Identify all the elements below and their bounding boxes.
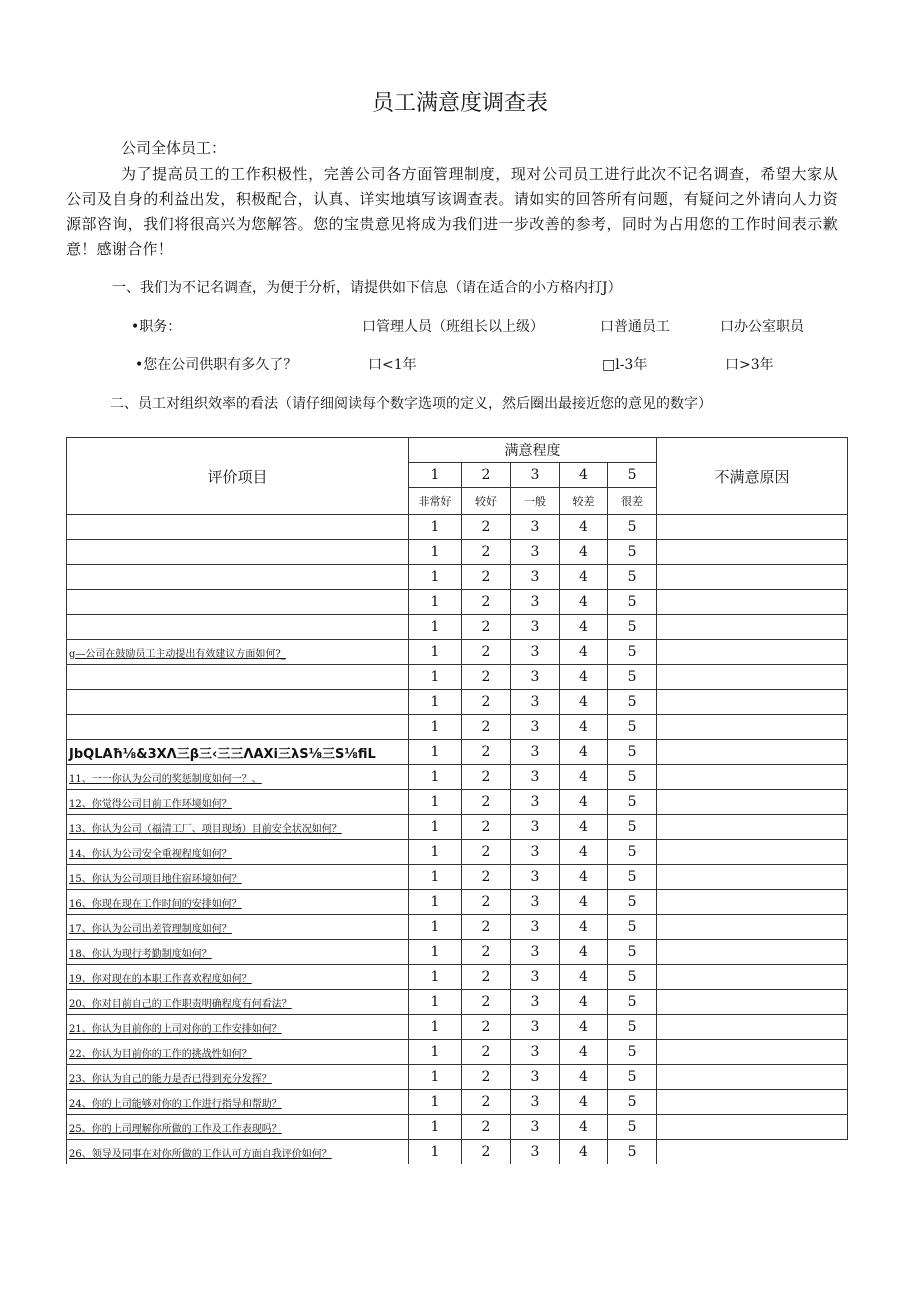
reason-cell[interactable] bbox=[657, 515, 848, 540]
rating-option-5[interactable]: 5 bbox=[608, 640, 657, 665]
satisfaction-header: 满意程度 bbox=[409, 438, 657, 463]
rating-option-5[interactable]: 5 bbox=[608, 1140, 657, 1165]
rating-option-2[interactable]: 2 bbox=[462, 1115, 511, 1140]
position-option-manager[interactable]: 口管理人员（班组长以上级） bbox=[362, 319, 544, 335]
rating-option-4[interactable]: 4 bbox=[560, 1040, 608, 1065]
rating-option-4[interactable]: 4 bbox=[560, 840, 608, 865]
reason-cell[interactable] bbox=[657, 1065, 848, 1090]
page-title: 员工满意度调查表 bbox=[371, 91, 548, 116]
rating-option-2[interactable]: 2 bbox=[462, 1090, 511, 1115]
rating-option-2[interactable]: 2 bbox=[462, 865, 511, 890]
rating-option-4[interactable]: 4 bbox=[560, 665, 608, 690]
scale-label-2: 较好 bbox=[462, 488, 511, 515]
rating-option-1[interactable]: 1 bbox=[409, 990, 462, 1015]
rating-option-2[interactable]: 2 bbox=[462, 890, 511, 915]
table-row bbox=[67, 790, 848, 815]
row-item-label bbox=[67, 690, 409, 715]
reason-cell[interactable] bbox=[657, 915, 848, 940]
rating-option-1[interactable]: 1 bbox=[409, 965, 462, 990]
rating-option-4[interactable]: 4 bbox=[560, 565, 608, 590]
reason-cell[interactable] bbox=[657, 565, 848, 590]
rating-option-5[interactable]: 5 bbox=[608, 665, 657, 690]
rating-option-1[interactable]: 1 bbox=[409, 890, 462, 915]
reason-cell[interactable] bbox=[657, 590, 848, 615]
reason-cell[interactable] bbox=[657, 640, 848, 665]
rating-option-5[interactable]: 5 bbox=[608, 765, 657, 790]
scale-1: 1 bbox=[409, 463, 462, 488]
rating-option-3[interactable]: 3 bbox=[511, 1140, 560, 1165]
rating-option-4[interactable]: 4 bbox=[560, 515, 608, 540]
rating-option-5[interactable]: 5 bbox=[608, 815, 657, 840]
rating-option-4[interactable]: 4 bbox=[560, 1115, 608, 1140]
intro-paragraph: 为了提高员工的工作积极性，完善公司各方面管理制度，现对公司员工进行此次不记名调查，希望大家从公司及自身的利益出发，积极配合，认真、详实地填写该调查表。请如实的回答所有问题，有疑问之外请向人力资源部咨询，我们将很高兴为您解答。您的宝贵意见将成为我们进一步改善的参考，同时为占用您的工作时间表示歉意！感谢合作！ bbox=[66, 165, 838, 258]
table-row bbox=[67, 765, 848, 790]
rating-option-2[interactable]: 2 bbox=[462, 665, 511, 690]
reason-cell[interactable] bbox=[657, 840, 848, 865]
rating-option-1[interactable]: 1 bbox=[409, 715, 462, 740]
reason-cell[interactable] bbox=[657, 765, 848, 790]
rating-option-3[interactable]: 3 bbox=[511, 1090, 560, 1115]
scale-label-3: 一般 bbox=[511, 488, 560, 515]
rating-option-1[interactable]: 1 bbox=[409, 765, 462, 790]
rating-option-3[interactable]: 3 bbox=[511, 790, 560, 815]
rating-option-5[interactable]: 5 bbox=[608, 915, 657, 940]
table-row bbox=[67, 840, 848, 865]
row-item-label: 13、你认为公司（福清工厂、项目现场）目前安全状况如何？ bbox=[67, 815, 409, 840]
position-label: •职务： bbox=[131, 319, 182, 335]
rating-option-1[interactable]: 1 bbox=[409, 515, 462, 540]
row-item-label: 26、领导及同事在对你所做的工作认可方面自我评价如何？ bbox=[67, 1140, 409, 1165]
table-row bbox=[67, 690, 848, 715]
rating-option-3[interactable]: 3 bbox=[511, 740, 560, 765]
table-row bbox=[67, 890, 848, 915]
rating-option-4[interactable]: 4 bbox=[560, 990, 608, 1015]
rating-option-3[interactable]: 3 bbox=[511, 590, 560, 615]
scale-5: 5 bbox=[608, 463, 657, 488]
table-row bbox=[67, 815, 848, 840]
reason-cell[interactable] bbox=[657, 990, 848, 1015]
reason-cell[interactable] bbox=[657, 965, 848, 990]
row-item-label: JbQLAħ⅛&3XΛ三β三‹三三ΛAXi三λS⅛三S⅛fiL bbox=[67, 740, 409, 765]
rating-option-2[interactable]: 2 bbox=[462, 540, 511, 565]
rating-option-2[interactable]: 2 bbox=[462, 690, 511, 715]
row-item-label bbox=[67, 590, 409, 615]
row-item-label: 15、你认为公司项目地住宿环境如何？ bbox=[67, 865, 409, 890]
rating-option-1[interactable]: 1 bbox=[409, 640, 462, 665]
tenure-option-gt3[interactable]: 口>3年 bbox=[725, 357, 774, 373]
rating-option-3[interactable]: 3 bbox=[511, 865, 560, 890]
item-header: 评价项目 bbox=[67, 438, 409, 515]
rating-option-5[interactable]: 5 bbox=[608, 1115, 657, 1140]
table-row bbox=[67, 865, 848, 890]
rating-option-5[interactable]: 5 bbox=[608, 940, 657, 965]
rating-option-4[interactable]: 4 bbox=[560, 590, 608, 615]
rating-option-3[interactable]: 3 bbox=[511, 715, 560, 740]
scale-4: 4 bbox=[560, 463, 608, 488]
reason-cell[interactable] bbox=[657, 890, 848, 915]
rating-option-2[interactable]: 2 bbox=[462, 1065, 511, 1090]
rating-option-4[interactable]: 4 bbox=[560, 640, 608, 665]
rating-option-2[interactable]: 2 bbox=[462, 815, 511, 840]
rating-option-5[interactable]: 5 bbox=[608, 565, 657, 590]
rating-option-1[interactable]: 1 bbox=[409, 1040, 462, 1065]
rating-option-2[interactable]: 2 bbox=[462, 715, 511, 740]
rating-option-4[interactable]: 4 bbox=[560, 615, 608, 640]
reason-cell[interactable] bbox=[657, 665, 848, 690]
rating-option-3[interactable]: 3 bbox=[511, 840, 560, 865]
rating-option-1[interactable]: 1 bbox=[409, 1140, 462, 1165]
rating-option-3[interactable]: 3 bbox=[511, 815, 560, 840]
table-row bbox=[67, 1065, 848, 1090]
table-row bbox=[67, 915, 848, 940]
rating-option-2[interactable]: 2 bbox=[462, 565, 511, 590]
rating-option-2[interactable]: 2 bbox=[462, 615, 511, 640]
position-option-office[interactable]: 口办公室职员 bbox=[720, 319, 804, 335]
rating-option-2[interactable]: 2 bbox=[462, 940, 511, 965]
rating-option-1[interactable]: 1 bbox=[409, 1015, 462, 1040]
row-item-label: 14、你认为公司安全重视程度如何？ bbox=[67, 840, 409, 865]
section1-heading: 一、我们为不记名调查，为便于分析，请提供如下信息（请在适合的小方格内打J） bbox=[112, 280, 622, 296]
rating-option-3[interactable]: 3 bbox=[511, 965, 560, 990]
rating-option-1[interactable]: 1 bbox=[409, 840, 462, 865]
rating-option-5[interactable]: 5 bbox=[608, 865, 657, 890]
row-item-label bbox=[67, 540, 409, 565]
rating-option-5[interactable]: 5 bbox=[608, 515, 657, 540]
table-row bbox=[67, 740, 848, 765]
row-item-label: 22、你认为目前你的工作的挑战性如何？ bbox=[67, 1040, 409, 1065]
row-item-label: 19、你对现在的本职工作喜欢程度如何？ bbox=[67, 965, 409, 990]
reason-cell[interactable] bbox=[657, 740, 848, 765]
rating-option-5[interactable]: 5 bbox=[608, 790, 657, 815]
rating-option-1[interactable]: 1 bbox=[409, 1090, 462, 1115]
rating-option-4[interactable]: 4 bbox=[560, 965, 608, 990]
reason-cell[interactable] bbox=[657, 1040, 848, 1065]
rating-option-2[interactable]: 2 bbox=[462, 1015, 511, 1040]
rating-option-2[interactable]: 2 bbox=[462, 965, 511, 990]
rating-option-3[interactable]: 3 bbox=[511, 1040, 560, 1065]
row-item-label: 25、你的上司理解你所做的工作及工作表现吗？ bbox=[67, 1115, 409, 1140]
scale-label-5: 很差 bbox=[608, 488, 657, 515]
row-item-label: 16、你现在现在工作时间的安排如何？ bbox=[67, 890, 409, 915]
table-row bbox=[67, 1090, 848, 1115]
greeting: 公司全体员工： bbox=[121, 139, 227, 157]
table-row bbox=[67, 1140, 848, 1165]
rating-option-1[interactable]: 1 bbox=[409, 1065, 462, 1090]
reason-cell[interactable] bbox=[657, 615, 848, 640]
reason-cell[interactable] bbox=[657, 715, 848, 740]
table-row bbox=[67, 640, 848, 665]
rating-option-3[interactable]: 3 bbox=[511, 765, 560, 790]
row-item-label bbox=[67, 565, 409, 590]
rating-option-2[interactable]: 2 bbox=[462, 840, 511, 865]
rating-option-5[interactable]: 5 bbox=[608, 1065, 657, 1090]
rating-option-2[interactable]: 2 bbox=[462, 515, 511, 540]
rating-option-3[interactable]: 3 bbox=[511, 915, 560, 940]
rating-option-4[interactable]: 4 bbox=[560, 890, 608, 915]
row-item-label bbox=[67, 615, 409, 640]
table-row bbox=[67, 1115, 848, 1140]
table-row bbox=[67, 1040, 848, 1065]
row-item-label: 11、一一你认为公司的奖惩制度如何一？、 bbox=[67, 765, 409, 790]
rating-option-5[interactable]: 5 bbox=[608, 890, 657, 915]
row-item-label: 18、你认为现行考勤制度如何？ bbox=[67, 940, 409, 965]
reason-cell[interactable] bbox=[657, 690, 848, 715]
rating-option-4[interactable]: 4 bbox=[560, 540, 608, 565]
reason-cell[interactable] bbox=[657, 815, 848, 840]
table-row bbox=[67, 965, 848, 990]
reason-cell[interactable] bbox=[657, 540, 848, 565]
rating-option-4[interactable]: 4 bbox=[560, 690, 608, 715]
table-row bbox=[67, 715, 848, 740]
scale-label-1: 非常好 bbox=[409, 488, 462, 515]
rating-option-3[interactable]: 3 bbox=[511, 565, 560, 590]
section2-heading: 二、员工对组织效率的看法（请仔细阅读每个数字选项的定义，然后圈出最接近您的意见的数字） bbox=[110, 396, 712, 412]
rating-option-5[interactable]: 5 bbox=[608, 1040, 657, 1065]
table-row bbox=[67, 565, 848, 590]
rating-option-5[interactable]: 5 bbox=[608, 715, 657, 740]
table-row bbox=[67, 940, 848, 965]
scale-label-4: 较差 bbox=[560, 488, 608, 515]
rating-option-3[interactable]: 3 bbox=[511, 515, 560, 540]
rating-option-1[interactable]: 1 bbox=[409, 1115, 462, 1140]
rating-option-2[interactable]: 2 bbox=[462, 1140, 511, 1165]
tenure-option-1to3[interactable]: □l-3年 bbox=[602, 357, 648, 373]
rating-option-4[interactable]: 4 bbox=[560, 940, 608, 965]
tenure-option-lt1[interactable]: 口<1年 bbox=[368, 357, 417, 373]
reason-header: 不满意原因 bbox=[657, 438, 848, 515]
rating-option-2[interactable]: 2 bbox=[462, 790, 511, 815]
rating-option-4[interactable]: 4 bbox=[560, 1140, 608, 1165]
rating-option-2[interactable]: 2 bbox=[462, 640, 511, 665]
rating-option-1[interactable]: 1 bbox=[409, 790, 462, 815]
table-row bbox=[67, 665, 848, 690]
rating-option-2[interactable]: 2 bbox=[462, 740, 511, 765]
reason-cell[interactable] bbox=[657, 940, 848, 965]
rating-option-1[interactable]: 1 bbox=[409, 590, 462, 615]
rating-option-4[interactable]: 4 bbox=[560, 1090, 608, 1115]
scale-2: 2 bbox=[462, 463, 511, 488]
rating-option-1[interactable]: 1 bbox=[409, 615, 462, 640]
rating-option-4[interactable]: 4 bbox=[560, 740, 608, 765]
rating-option-1[interactable]: 1 bbox=[409, 740, 462, 765]
table-row bbox=[67, 515, 848, 540]
rating-option-2[interactable]: 2 bbox=[462, 590, 511, 615]
rating-option-2[interactable]: 2 bbox=[462, 765, 511, 790]
row-item-label: 24、你的上司能够对你的工作进行指导和帮助？ bbox=[67, 1090, 409, 1115]
table-row bbox=[67, 615, 848, 640]
reason-cell[interactable] bbox=[657, 1140, 848, 1165]
rating-option-3[interactable]: 3 bbox=[511, 665, 560, 690]
rating-option-3[interactable]: 3 bbox=[511, 990, 560, 1015]
table-row bbox=[67, 990, 848, 1015]
row-item-label: 23、你认为自己的能力是否已得到充分发挥？ bbox=[67, 1065, 409, 1090]
survey-table bbox=[66, 437, 848, 1164]
row-item-label: 17、你认为公司出差管理制度如何？ bbox=[67, 915, 409, 940]
rating-option-2[interactable]: 2 bbox=[462, 915, 511, 940]
rating-option-5[interactable]: 5 bbox=[608, 590, 657, 615]
position-option-staff[interactable]: 口普通员工 bbox=[600, 319, 670, 335]
rating-option-5[interactable]: 5 bbox=[608, 1015, 657, 1040]
reason-cell[interactable] bbox=[657, 865, 848, 890]
reason-cell[interactable] bbox=[657, 1015, 848, 1040]
rating-option-3[interactable]: 3 bbox=[511, 540, 560, 565]
row-item-label: g—公司在鼓励员工主动提出有效建议方面如何?_ bbox=[67, 640, 409, 665]
row-item-label bbox=[67, 715, 409, 740]
rating-option-2[interactable]: 2 bbox=[462, 1040, 511, 1065]
row-item-label: 21、你认为目前你的上司对你的工作安排如何？ bbox=[67, 1015, 409, 1040]
rating-option-1[interactable]: 1 bbox=[409, 565, 462, 590]
rating-option-4[interactable]: 4 bbox=[560, 815, 608, 840]
rating-option-1[interactable]: 1 bbox=[409, 940, 462, 965]
rating-option-5[interactable]: 5 bbox=[608, 740, 657, 765]
rating-option-4[interactable]: 4 bbox=[560, 765, 608, 790]
row-item-label: 20、你对目前自己的工作职责明确程度有何看法？ bbox=[67, 990, 409, 1015]
rating-option-3[interactable]: 3 bbox=[511, 940, 560, 965]
rating-option-1[interactable]: 1 bbox=[409, 690, 462, 715]
tenure-label: •您在公司供职有多久了？ bbox=[135, 357, 298, 373]
rating-option-4[interactable]: 4 bbox=[560, 1015, 608, 1040]
rating-option-5[interactable]: 5 bbox=[608, 840, 657, 865]
row-item-label bbox=[67, 665, 409, 690]
rating-option-3[interactable]: 3 bbox=[511, 1115, 560, 1140]
rating-option-4[interactable]: 4 bbox=[560, 865, 608, 890]
rating-option-3[interactable]: 3 bbox=[511, 690, 560, 715]
reason-cell[interactable] bbox=[657, 790, 848, 815]
rating-option-1[interactable]: 1 bbox=[409, 665, 462, 690]
rating-option-2[interactable]: 2 bbox=[462, 990, 511, 1015]
scale-3: 3 bbox=[511, 463, 560, 488]
rating-option-3[interactable]: 3 bbox=[511, 640, 560, 665]
table-row bbox=[67, 1015, 848, 1040]
rating-option-3[interactable]: 3 bbox=[511, 615, 560, 640]
rating-option-1[interactable]: 1 bbox=[409, 540, 462, 565]
rating-option-1[interactable]: 1 bbox=[409, 915, 462, 940]
rating-option-5[interactable]: 5 bbox=[608, 990, 657, 1015]
rating-option-4[interactable]: 4 bbox=[560, 715, 608, 740]
rating-option-1[interactable]: 1 bbox=[409, 815, 462, 840]
rating-option-4[interactable]: 4 bbox=[560, 915, 608, 940]
rating-option-5[interactable]: 5 bbox=[608, 690, 657, 715]
rating-option-3[interactable]: 3 bbox=[511, 890, 560, 915]
table-row bbox=[67, 590, 848, 615]
rating-option-5[interactable]: 5 bbox=[608, 965, 657, 990]
rating-option-1[interactable]: 1 bbox=[409, 865, 462, 890]
table-row bbox=[67, 540, 848, 565]
rating-option-4[interactable]: 4 bbox=[560, 1065, 608, 1090]
row-item-label bbox=[67, 515, 409, 540]
rating-option-3[interactable]: 3 bbox=[511, 1065, 560, 1090]
rating-option-5[interactable]: 5 bbox=[608, 1090, 657, 1115]
rating-option-4[interactable]: 4 bbox=[560, 790, 608, 815]
reason-cell[interactable] bbox=[657, 1115, 848, 1140]
rating-option-5[interactable]: 5 bbox=[608, 540, 657, 565]
row-item-label: 12、你觉得公司目前工作环境如何？ bbox=[67, 790, 409, 815]
reason-cell[interactable] bbox=[657, 1090, 848, 1115]
rating-option-5[interactable]: 5 bbox=[608, 615, 657, 640]
rating-option-3[interactable]: 3 bbox=[511, 1015, 560, 1040]
